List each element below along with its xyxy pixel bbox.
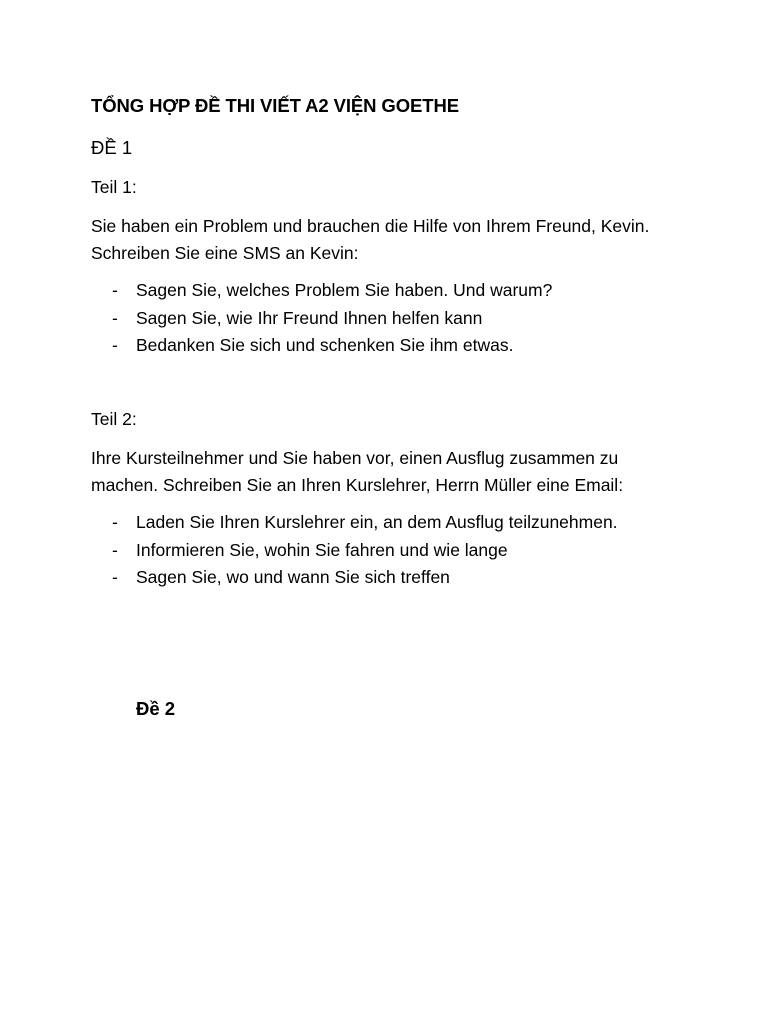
exam-2-heading: Đề 2 [136,698,176,719]
list-item-text: Informieren Sie, wohin Sie fahren und wie lange [136,539,508,560]
list-item [112,332,552,360]
teil-2-task-list [112,509,618,592]
exam-1-heading: ĐỀ 1 [91,137,133,158]
teil-2-label: Teil 2: [91,409,137,429]
dash-bullet: - [112,567,118,587]
teil-1-task-list [112,277,552,360]
list-item-text: Bedanken Sie sich und schenken Sie ihm etwas. [136,335,514,355]
list-item [112,509,618,537]
dash-bullet: - [112,335,118,355]
list-item-text: Sagen Sie, wo und wann Sie sich treffen [136,567,450,587]
list-item [112,305,552,333]
document-title: TỔNG HỢP ĐỀ THI VIẾT A2 VIỆN GOETHE [91,95,459,116]
dash-bullet: - [112,539,118,560]
teil-2-instruction-line: Ihre Kursteilnehmer und Sie haben vor, einen Ausflug zusammen zu [91,448,619,468]
teil-2-instructions [91,445,623,499]
teil-1-label: Teil 1: [91,177,137,197]
dash-bullet: - [112,307,118,328]
dash-bullet: - [112,512,118,532]
list-item [112,564,618,592]
teil-1-instructions [91,213,649,267]
teil-2-instruction-line: machen. Schreiben Sie an Ihren Kurslehrer, Herrn Müller eine Email: [91,475,624,495]
teil-1-instruction-line: Sie haben ein Problem und brauchen die Hilfe von Ihrem Freund, Kevin. [91,216,650,236]
list-item-text: Sagen Sie, welches Problem Sie haben. Und warum? [136,280,553,300]
list-item [112,277,552,305]
list-item [112,537,618,565]
list-item-text: Sagen Sie, wie Ihr Freund Ihnen helfen kann [136,307,483,328]
teil-1-instruction-line: Schreiben Sie eine SMS an Kevin: [91,243,359,263]
list-item-text: Laden Sie Ihren Kurslehrer ein, an dem Ausflug teilzunehmen. [136,512,618,532]
dash-bullet: - [112,280,118,300]
